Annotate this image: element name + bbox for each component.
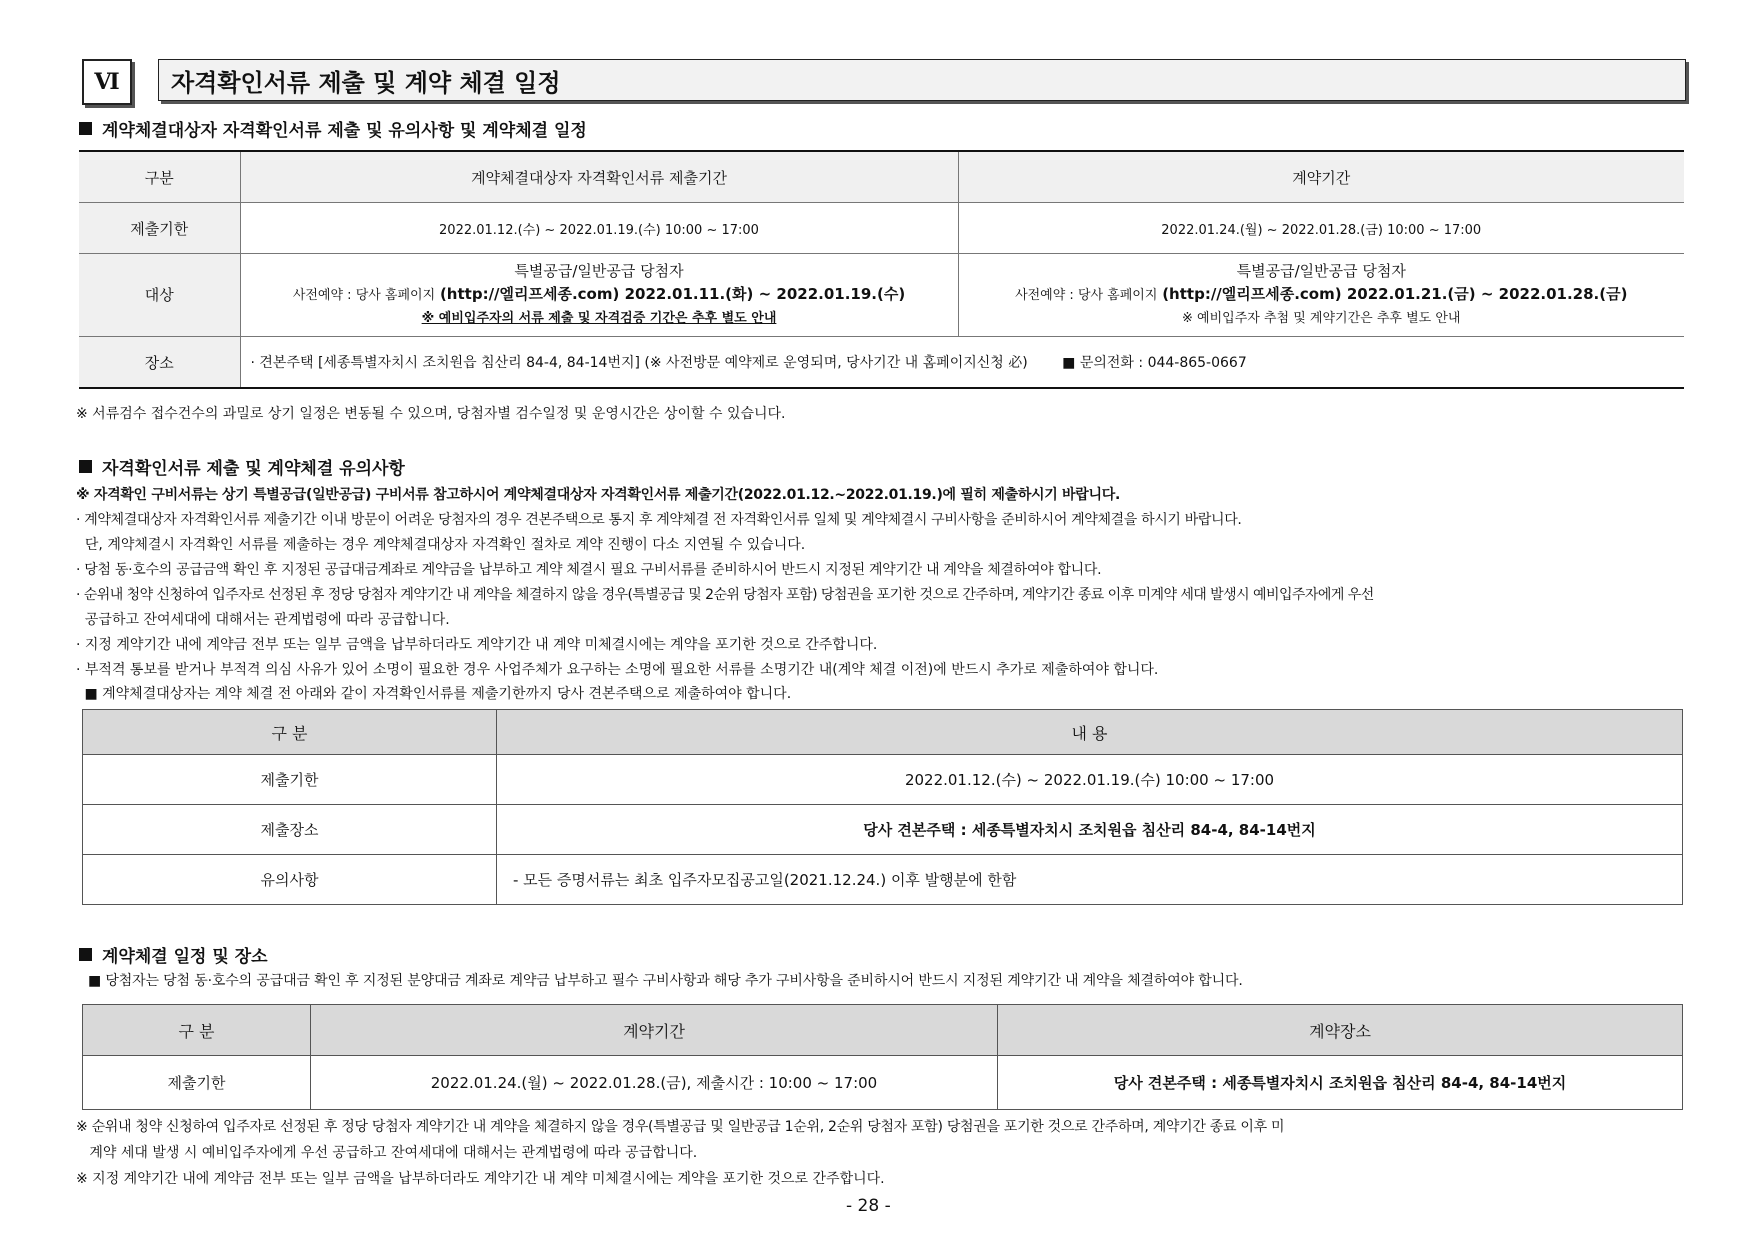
table-row bbox=[79, 203, 1684, 254]
row-label: 유의사항 bbox=[83, 855, 497, 905]
table-cell bbox=[240, 337, 1684, 389]
section1-note: ※ 서류검수 접수건수의 과밀로 상기 일정은 변동될 수 있으며, 당첨자별 검수일정 및 운영시간은 상이할 수 있습니다. bbox=[76, 406, 786, 422]
table-header: 계약기간 bbox=[958, 151, 1684, 203]
section2-line: 단, 계약체결시 자격확인 서류를 제출하는 경우 계약체결대상자 자격확인 절차로 계약 진행이 다소 지연될 수 있습니다. bbox=[76, 537, 806, 553]
cell-line: 사전예약 : 당사 홈페이지 bbox=[1015, 288, 1158, 303]
table-row bbox=[79, 337, 1684, 389]
section2-title bbox=[79, 454, 405, 479]
table-cell: 2022.01.12.(수) ~ 2022.01.19.(수) 10:00 ~ 17:00 bbox=[240, 203, 958, 254]
row-label: 제출기한 bbox=[83, 755, 497, 805]
section2-line: ■ 계약체결대상자는 계약 체결 전 아래와 같이 자격확인서류를 제출기한까지 당사 견본주택으로 제출하여야 합니다. bbox=[80, 686, 792, 702]
section2-line: · 지정 계약기간 내에 계약금 전부 또는 일부 금액을 납부하더라도 계약기간 내 계약 미체결시에는 계약을 포기한 것으로 간주합니다. bbox=[76, 637, 878, 653]
table-header: 구 분 bbox=[83, 1005, 311, 1056]
square-bullet-icon bbox=[79, 122, 92, 135]
section3-title bbox=[79, 942, 268, 967]
table-row bbox=[83, 1056, 1683, 1110]
table-cell: 당사 견본주택 : 세종특별자치시 조치원읍 침산리 84-4, 84-14번지 bbox=[497, 805, 1683, 855]
table-header: 계약장소 bbox=[998, 1005, 1683, 1056]
cell-line-bold: (http://엘리프세종.com) 2022.01.21.(금) ~ 2022.01.28.(금) bbox=[1162, 285, 1628, 303]
section3-title-text: 계약체결 일정 및 장소 bbox=[102, 947, 268, 967]
section3-note: 계약 세대 발생 시 예비입주자에게 우선 공급하고 잔여세대에 대해서는 관계법령에 따라 공급합니다. bbox=[76, 1145, 698, 1161]
cell-line: 사전예약 : 당사 홈페이지 bbox=[292, 288, 436, 303]
section3-note: ※ 지정 계약기간 내에 계약금 전부 또는 일부 금액을 납부하더라도 계약기간 내 계약 미체결시에는 계약을 포기한 것으로 간주합니다. bbox=[76, 1171, 885, 1187]
table-cell bbox=[240, 254, 958, 337]
table-row bbox=[83, 805, 1683, 855]
section1-title-text: 계약체결대상자 자격확인서류 제출 및 유의사항 및 계약체결 일정 bbox=[102, 121, 587, 141]
table-cell: 2022.01.24.(월) ~ 2022.01.28.(금) 10:00 ~ 17:00 bbox=[958, 203, 1684, 254]
cell-line-bold: (http://엘리프세종.com) 2022.01.11.(화) ~ 2022.01.19.(수) bbox=[439, 285, 906, 303]
table-cell: 2022.01.24.(월) ~ 2022.01.28.(금), 제출시간 : 10:00 ~ 17:00 bbox=[311, 1056, 998, 1110]
table-cell: 2022.01.12.(수) ~ 2022.01.19.(수) 10:00 ~ 17:00 bbox=[497, 755, 1683, 805]
section2-title-text: 자격확인서류 제출 및 계약체결 유의사항 bbox=[102, 459, 405, 479]
section2-line: 공급하고 잔여세대에 대해서는 관계법령에 따라 공급합니다. bbox=[76, 612, 450, 628]
chapter-number: Ⅵ bbox=[82, 59, 132, 105]
row-label: 제출장소 bbox=[83, 805, 497, 855]
phone-text: ■ 문의전화 : 044-865-0667 bbox=[1062, 355, 1247, 371]
table-cell: 당사 견본주택 : 세종특별자치시 조치원읍 침산리 84-4, 84-14번지 bbox=[998, 1056, 1683, 1110]
table-cell: - 모든 증명서류는 최초 입주자모집공고일(2021.12.24.) 이후 발행분에 한함 bbox=[497, 855, 1683, 905]
table-row bbox=[83, 855, 1683, 905]
table-header: 계약체결대상자 자격확인서류 제출기간 bbox=[240, 151, 958, 203]
cell-note: ※ 예비입주자의 서류 제출 및 자격검증 기간은 추후 별도 안내 bbox=[421, 311, 777, 326]
cell-line: 특별공급/일반공급 당첨자 bbox=[1236, 262, 1406, 280]
row-label: 제출기한 bbox=[79, 203, 240, 254]
row-label: 장소 bbox=[79, 337, 240, 389]
table-header: 구분 bbox=[79, 151, 240, 203]
table-header: 내 용 bbox=[497, 710, 1683, 755]
table-header: 구 분 bbox=[83, 710, 497, 755]
section2-line: · 부적격 통보를 받거나 부적격 의심 사유가 있어 소명이 필요한 경우 사업주체가 요구하는 소명에 필요한 서류를 소명기간 내(계약 체결 이전)에 반드시 추가로 제출하여야 합니다. bbox=[76, 662, 1159, 678]
section2-bold-note: ※ 자격확인 구비서류는 상기 특별공급(일반공급) 구비서류 참고하시어 계약체결대상자 자격확인서류 제출기간(2022.01.12.~2022.01.19.)에 필히 제출하시기 바랍니다. bbox=[76, 487, 1120, 503]
section1-title bbox=[79, 116, 587, 141]
section2-line: · 계약체결대상자 자격확인서류 제출기간 이내 방문이 어려운 당첨자의 경우 견본주택으로 통지 후 계약체결 전 자격확인서류 일체 및 계약체결시 구비사항을 준비하시어 계약체결을 하시기 바랍니다. bbox=[76, 512, 1242, 528]
page-number: - 28 - bbox=[846, 1196, 891, 1216]
place-text: · 견본주택 [세종특별자치시 조치원읍 침산리 84-4, 84-14번지] (※ 사전방문 예약제로 운영되며, 당사기간 내 홈페이지신청 必) bbox=[250, 355, 1028, 371]
table-cell bbox=[958, 254, 1684, 337]
table-row bbox=[79, 254, 1684, 337]
documents-table bbox=[82, 709, 1683, 905]
section3-line: ■ 당첨자는 당첨 동·호수의 공급대금 확인 후 지정된 분양대금 계좌로 계약금 납부하고 필수 구비사항과 해당 추가 구비사항을 준비하시어 반드시 지정된 계약기간 내 계약을 체결하여야 합니다. bbox=[88, 973, 1243, 989]
section2-line: · 순위내 청약 신청하여 입주자로 선정된 후 정당 당첨자 계약기간 내 계약을 체결하지 않을 경우(특별공급 및 2순위 당첨자 포함) 당첨권을 포기한 것으로 간주하며, 계약기간 종료 이후 미계약 세대 발생시 예비입주자에게 우선 bbox=[76, 587, 1374, 603]
square-bullet-icon bbox=[79, 948, 92, 961]
cell-line: 특별공급/일반공급 당첨자 bbox=[514, 262, 684, 280]
table-header: 계약기간 bbox=[311, 1005, 998, 1056]
section3-note: ※ 순위내 청약 신청하여 입주자로 선정된 후 정당 당첨자 계약기간 내 계약을 체결하지 않을 경우(특별공급 및 일반공급 1순위, 2순위 당첨자 포함) 당첨권을 포기한 것으로 간주하며, 계약기간 종료 이후 미 bbox=[76, 1119, 1285, 1135]
schedule-table bbox=[79, 150, 1684, 389]
section2-line: · 당첨 동·호수의 공급금액 확인 후 지정된 공급대금계좌로 계약금을 납부하고 계약 체결시 필요 구비서류를 준비하시어 반드시 지정된 계약기간 내 계약을 체결하여야 합니다. bbox=[76, 562, 1102, 578]
row-label: 제출기한 bbox=[83, 1056, 311, 1110]
square-bullet-icon bbox=[79, 460, 92, 473]
table-row bbox=[83, 755, 1683, 805]
contract-table bbox=[82, 1004, 1683, 1110]
page-title: 자격확인서류 제출 및 계약 체결 일정 bbox=[158, 59, 1686, 101]
row-label: 대상 bbox=[79, 254, 240, 337]
cell-note: ※ 예비입주자 추첨 및 계약기간은 추후 별도 안내 bbox=[1182, 311, 1461, 326]
